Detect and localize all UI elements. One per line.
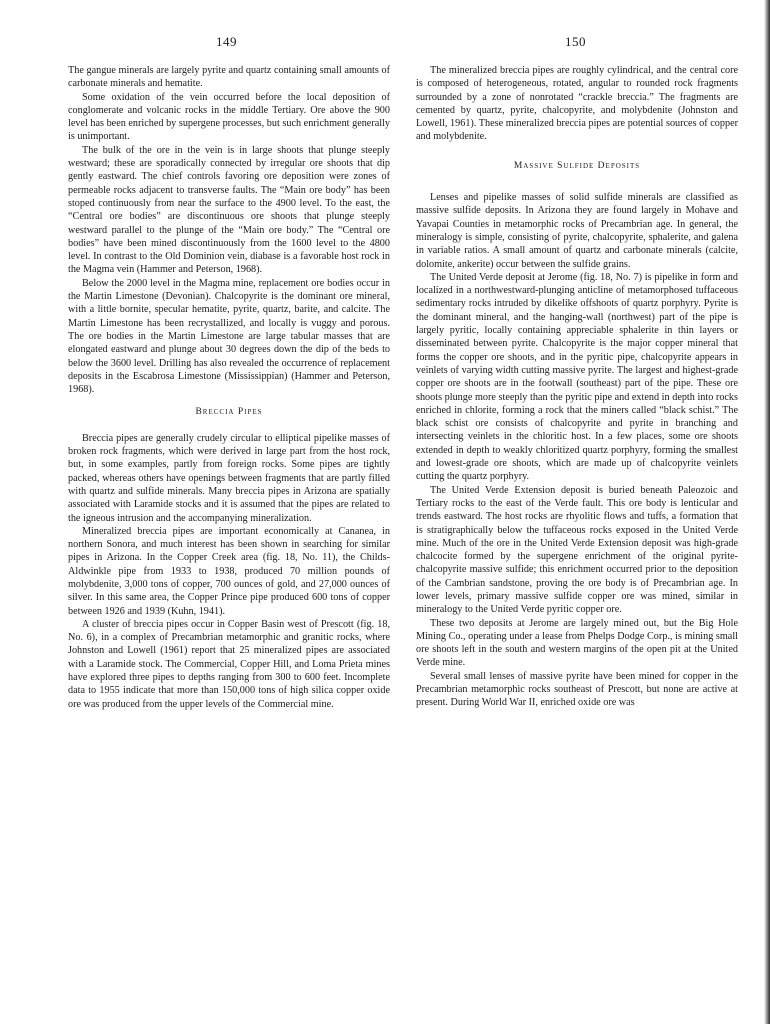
paragraph: The mineralized breccia pipes are roughly cylindrical, and the central core is composed of heterogeneous, rotated, angular to rounded rock fragments surrounded by a zone of nonrotated “crackle breccia.” The fragments are cemented by quartz, pyrite, chalcopyrite, and molybdenite (Johnston and Lowell, 1961). These mineralized breccia pipes are potential sources of copper and molybdenite. <box>416 65 738 143</box>
paragraph: Some oxidation of the vein occurred before the local deposition of conglomerate and volcanic rocks in the middle Tertiary. Ore above the 900 level has been enriched by supergene processes, but such enrichment generally is unimportant. <box>68 91 390 143</box>
paragraph: Breccia pipes are generally crudely circular to elliptical pipelike masses of broken rock fragments, which were derived in large part from the host rock, but, in some examples, partly from foreign rocks. Some pipes are tightly packed, whereas others have openings between fragments that are partly filled with quartz and sulfide minerals. Many breccia pipes in Arizona are spatially associated with Laramide stocks and it is assumed that the pipes are related to the igneous intrusion and the accompanying mineralization. <box>68 432 390 524</box>
section-heading-breccia-pipes: Breccia Pipes <box>195 407 263 418</box>
paragraph: The gangue minerals are largely pyrite and quartz containing small amounts of carbonate minerals and hematite. <box>68 65 390 90</box>
paragraph: The bulk of the ore in the vein is in large shoots that plunge steeply westward; these are sporadically connected by irregular ore shoots that dip gently eastward. The chief controls favoring ore deposition were zones of permeable rocks adjacent to transverse faults. The “Main ore body” has been stoped continuously from near the surface to the 4900 level. To the east, the “Central ore bodies” are discontinuous ore shoots that plunge steeply westward parallel to the plunge of the “Main ore body.” The “Central ore bodies” have been mined discontinuously from the 1600 level to the 4800 level. In contrast to the Old Dominion vein, diabase is a favorable host rock in the Magma vein (Hammer and Peterson, 1968). <box>68 144 390 276</box>
paragraph: Several small lenses of massive pyrite have been mined for copper in the Precambrian metamorphic rocks southeast of Prescott, but none are active at present. During World War II, enriched oxide ore was <box>416 670 738 709</box>
section-heading-massive-sulfide-deposits: Massive Sulfide Deposits <box>513 160 641 171</box>
paragraph: The United Verde deposit at Jerome (fig. 18, No. 7) is pipelike in form and localized in a northwestward-plunging anticline of metamorphosed tuffaceous sedimentary rocks intruded by dikelike offshoots of quartz porphyry. Pyrite is the dominant mineral, and the hanging-wall (northwest) part of the pipe is largely pyritic, locally containing appreciable sphalerite in thin layers or disseminated between pyrite. Chalcopyrite is the major copper mineral that forms the copper ore shoots, and in the pyritic pipe, chalcopyrite appears in veinlets of varying width cutting massive pyrite. The largest and highest-grade copper ore shoots are in the footwall (southeast) part of the pipe. These ore shoots plunge more steeply than the pyritic pipe and extend in depth into rocks enriched in chlorite, forming a rock that the miners called “black schist.” The black schist ore consists of chalcopyrite and pyrite in branching and intersecting veinlets in the chloritic host. In a few places, some ore shoots extended in depth to weakly chloritized quartz porphyry, forming the smallest and lowest-grade ore shoots, which are made up of chalcopyrite veinlets cutting the quartz porphyry. <box>416 271 738 483</box>
paragraph: Below the 2000 level in the Magma mine, replacement ore bodies occur in the Martin Limestone (Devonian). Chalcopyrite is the dominant ore mineral, with a little bornite, specular hematite, pyrite, quartz, barite, and calcite. The Martin Limestone has been recrystallized, and locally is vuggy and porous. The ore bodies in the Martin Limestone are large tabular masses that are elongated eastward and plunge about 30 degrees down the dip of the beds to below the 3600 level. Drilling has also revealed the occurrence of replacement deposits in the Escabrosa Limestone (Mississippian) (Hammer and Peterson, 1968). <box>68 277 390 396</box>
page-number-right: 150 <box>565 34 586 49</box>
paragraph: Lenses and pipelike masses of solid sulfide minerals are classified as massive sulfide deposits. In Arizona they are found largely in Mohave and Yavapai Counties in metamorphic rocks of Precambrian age. In general, the mineralogy is simple, consisting of pyrite, chalcopyrite, sphalerite, and galena in variable ratios. A small amount of quartz and carbonate minerals (calcite, dolomite, ankerite) occur between the sulfide grains. <box>416 192 738 270</box>
page-number-left: 149 <box>216 34 237 49</box>
paragraph: Mineralized breccia pipes are important economically at Cananea, in northern Sonora, and much interest has been shown in searching for similar pipes in Arizona. In the Copper Creek area (fig. 18, No. 11), the Childs-Aldwinkle pipe from 1933 to 1938, produced 70 million pounds of molybdenite, 3,000 tons of copper, 700 ounces of gold, and 27,000 ounces of silver. In this same area, the Copper Prince pipe produced 600 tons of copper between 1926 and 1939 (Kuhn, 1941). <box>68 525 390 617</box>
paragraph: These two deposits at Jerome are largely mined out, but the Big Hole Mining Co., operating under a lease from Phelps Dodge Corp., is mining small ore shoots left in the south and western margins of the open pit at the United Verde mine. <box>416 617 738 669</box>
left-column <box>68 64 390 711</box>
right-column <box>416 64 738 710</box>
paragraph: The United Verde Extension deposit is buried beneath Paleozoic and Tertiary rocks to the east of the Verde fault. This ore body is lenticular and trends eastward. The host rocks are rhyolitic flows and tuffs, a formation that is stratigraphically below the tuffaceous rocks exposed in the United Verde mine. Much of the ore in the United Verde Extension deposit was high-grade chalcocite formed by the supergene enrichment of the original pyrite-chalcopyrite massive sulfide; this enrichment occurred prior to the deposition of the Cambrian sandstone, proving the ore body is of Precambrian age. In lower levels, primary massive sulfide copper ore was mined, similar in mineralogy to the United Verde pyritic copper ore. <box>416 484 738 616</box>
paragraph: A cluster of breccia pipes occur in Copper Basin west of Prescott (fig. 18, No. 6), in a complex of Precambrian metamorphic and granitic rocks, where Johnston and Lowell (1961) report that 25 mineralized pipes are associated with a Laramide stock. The Commercial, Copper Hill, and Loma Prieta mines have explored three pipes to depths ranging from 300 to 600 feet. Incomplete data to 1955 indicate that more than 150,000 tons of high silica copper oxide ore was produced from the upper levels of the Commercial mine. <box>68 618 390 710</box>
scan-edge-shadow <box>764 0 770 1024</box>
